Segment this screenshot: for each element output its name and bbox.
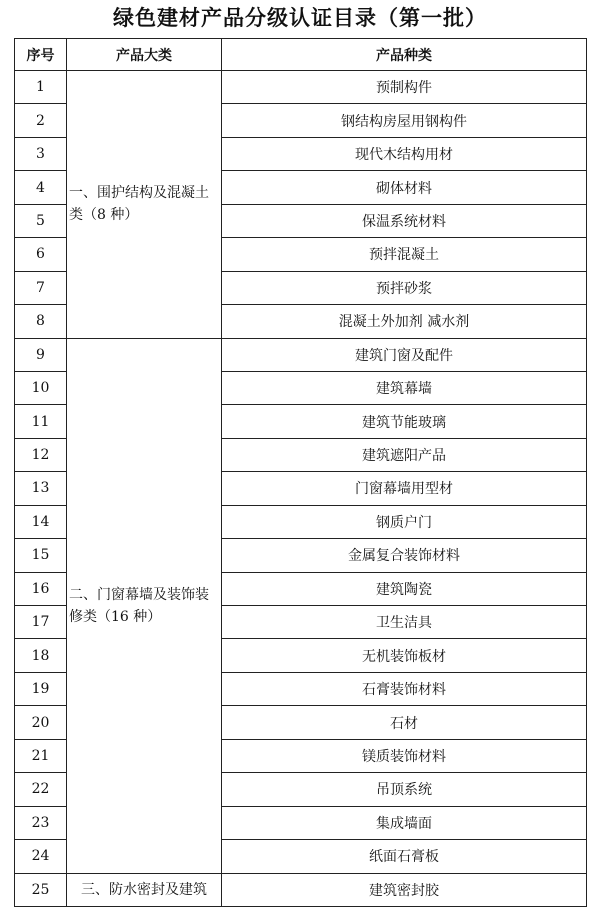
product-name: 纸面石膏板 <box>222 840 587 873</box>
product-name: 建筑幕墙 <box>222 371 587 404</box>
row-number: 25 <box>15 873 67 906</box>
product-name: 吊顶系统 <box>222 773 587 806</box>
row-number: 12 <box>15 438 67 471</box>
row-number: 16 <box>15 572 67 605</box>
table-row <box>15 71 587 104</box>
product-name: 保温系统材料 <box>222 204 587 237</box>
row-number: 21 <box>15 739 67 772</box>
row-number: 23 <box>15 806 67 839</box>
row-number: 24 <box>15 840 67 873</box>
product-name: 无机装饰板材 <box>222 639 587 672</box>
row-number: 13 <box>15 472 67 505</box>
category-label: 三、防水密封及建筑 <box>81 881 207 898</box>
table-row <box>15 338 587 371</box>
row-number: 1 <box>15 71 67 104</box>
product-name: 混凝土外加剂 减水剂 <box>222 305 587 338</box>
row-number: 19 <box>15 672 67 705</box>
product-name: 建筑门窗及配件 <box>222 338 587 371</box>
product-name: 建筑遮阳产品 <box>222 438 587 471</box>
row-number: 2 <box>15 104 67 137</box>
product-name: 门窗幕墙用型材 <box>222 472 587 505</box>
row-number: 10 <box>15 371 67 404</box>
row-number: 17 <box>15 606 67 639</box>
document-title: 绿色建材产品分级认证目录（第一批） <box>113 6 487 30</box>
product-name: 预拌混凝土 <box>222 238 587 271</box>
table-row <box>15 873 587 906</box>
product-name: 石膏装饰材料 <box>222 672 587 705</box>
table-body <box>15 71 587 907</box>
category-cell <box>67 338 222 873</box>
product-name: 卫生洁具 <box>222 606 587 639</box>
category-label: 二、门窗幕墙及装饰装修类（16 种） <box>69 586 209 625</box>
product-name: 现代木结构用材 <box>222 137 587 170</box>
product-name: 集成墙面 <box>222 806 587 839</box>
header-row <box>15 39 587 71</box>
product-name: 钢结构房屋用钢构件 <box>222 104 587 137</box>
row-number: 22 <box>15 773 67 806</box>
product-name: 预拌砂浆 <box>222 271 587 304</box>
product-name: 建筑节能玻璃 <box>222 405 587 438</box>
row-number: 7 <box>15 271 67 304</box>
row-number: 11 <box>15 405 67 438</box>
product-name: 砌体材料 <box>222 171 587 204</box>
header-no: 序号 <box>15 39 67 71</box>
product-name: 石材 <box>222 706 587 739</box>
row-number: 5 <box>15 204 67 237</box>
header-category: 产品大类 <box>67 39 222 71</box>
header-product: 产品种类 <box>222 39 587 71</box>
product-name: 镁质装饰材料 <box>222 739 587 772</box>
product-name: 金属复合装饰材料 <box>222 539 587 572</box>
product-name: 建筑密封胶 <box>222 873 587 906</box>
category-cell <box>67 873 222 906</box>
catalog-table <box>14 38 587 907</box>
product-name: 预制构件 <box>222 71 587 104</box>
row-number: 15 <box>15 539 67 572</box>
row-number: 4 <box>15 171 67 204</box>
row-number: 14 <box>15 505 67 538</box>
row-number: 6 <box>15 238 67 271</box>
row-number: 3 <box>15 137 67 170</box>
category-cell <box>67 71 222 339</box>
product-name: 建筑陶瓷 <box>222 572 587 605</box>
row-number: 18 <box>15 639 67 672</box>
row-number: 8 <box>15 305 67 338</box>
product-name: 钢质户门 <box>222 505 587 538</box>
category-label: 一、围护结构及混凝土类（8 种） <box>69 185 209 224</box>
row-number: 9 <box>15 338 67 371</box>
row-number: 20 <box>15 706 67 739</box>
